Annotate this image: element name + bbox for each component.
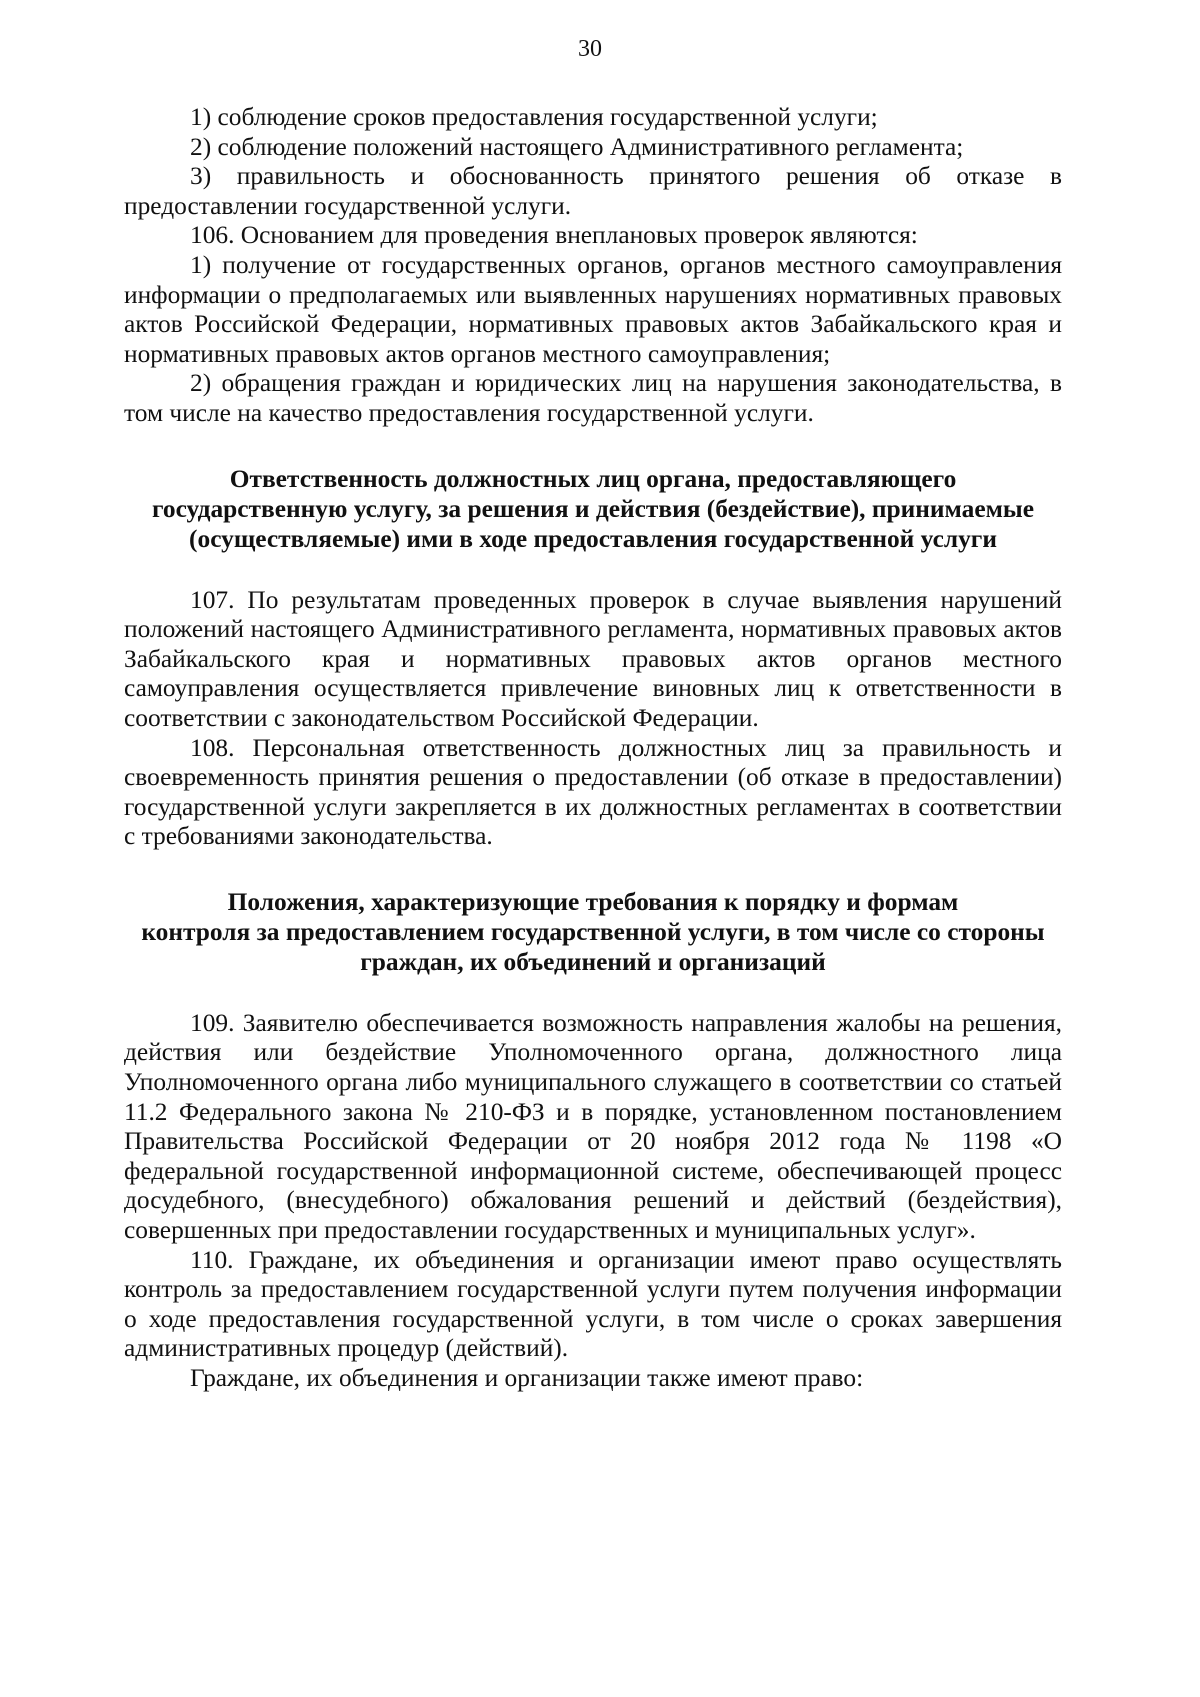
paragraph-109: 109. Заявителю обеспечивается возможность направления жалобы на решения, действия или бездействие Уполномоченного органа, должностного лица Уполномоченного органа либо муниципального служащего в соответствии со статьей 11.2 Федерального закона № 210-ФЗ и в порядке, установленном постановлением Правительства Российской Федерации от 20 ноября 2012 года № 1198 «О федеральной государственной информационной системе, обеспечивающей процесс досудебного, (внесудебного) обжалования решений и действий (бездействия), совершенных при предоставлении государственных и муниципальных услуг».: [124, 1008, 1062, 1245]
heading-line: контроля за предоставлением государственной услуги, в том числе со стороны: [141, 917, 1045, 946]
paragraph-106-2: 2) обращения граждан и юридических лиц на нарушения законодательства, в том числе на качество предоставления государственной услуги.: [124, 369, 1062, 427]
paragraph-106-1: 1) получение от государственных органов, органов местного самоуправления информации о предполагаемых или выявленных нарушениях нормативных правовых актов Российской Федерации, нормативных правовых актов Забайкальского края и нормативных правовых актов органов местного самоуправления;: [124, 250, 1062, 368]
paragraph-110: 110. Граждане, их объединения и организации имеют право осуществлять контроль за предоставлением государственной услуги путем получения информации о ходе предоставления государственной услуги, в том числе о сроках завершения административных процедур (действий).: [124, 1245, 1062, 1363]
page-number: 30: [578, 36, 602, 62]
section-heading-responsibility: [124, 464, 1062, 554]
paragraph-108: 108. Персональная ответственность должностных лиц за правильность и своевременность принятия решения о предоставлении (об отказе в предоставлении) государственной услуги закрепляется в их должностных регламентах в соответствии с требованиями законодательства.: [124, 733, 1062, 851]
paragraph-2: 2) соблюдение положений настоящего Административного регламента;: [190, 132, 964, 161]
heading-line: Положения, характеризующие требования к порядку и формам: [227, 887, 959, 916]
paragraph-107: 107. По результатам проведенных проверок в случае выявления нарушений положений настоящего Административного регламента, нормативных правовых актов Забайкальского края и нормативных правовых актов органов местного самоуправления осуществляется привлечение виновных лиц к ответственности в соответствии с законодательством Российской Федерации.: [124, 585, 1062, 732]
paragraph-106: 106. Основанием для проведения внеплановых проверок являются:: [190, 221, 918, 250]
heading-line: (осуществляемые) ими в ходе предоставления государственной услуги: [189, 524, 997, 553]
section-heading-control: [124, 887, 1062, 977]
heading-line: Ответственность должностных лиц органа, предоставляющего: [229, 464, 957, 493]
document-body: [124, 103, 1062, 1394]
heading-line: граждан, их объединений и организаций: [360, 947, 826, 976]
paragraph-citizens-rights: Граждане, их объединения и организации также имеют право:: [190, 1364, 864, 1392]
paragraph-3: 3) правильность и обоснованность принятого решения об отказе в предоставлении государственной услуги.: [124, 162, 1062, 220]
heading-line: государственную услугу, за решения и действия (бездействие), принимаемые: [152, 494, 1034, 523]
paragraph-1: 1) соблюдение сроков предоставления государственной услуги;: [190, 103, 878, 131]
